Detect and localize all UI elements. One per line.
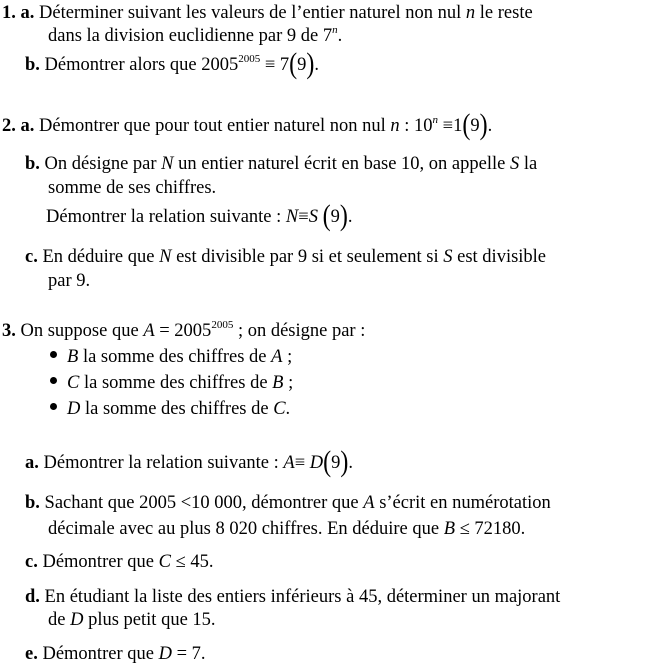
bullet-item <box>50 372 293 394</box>
var-N: N <box>161 154 174 174</box>
q2-a-label: a. <box>20 116 35 136</box>
q1-b-label: b. <box>25 55 40 75</box>
var-B: B <box>272 373 284 393</box>
congruence: ≡1 <box>438 116 463 136</box>
right-paren: ) <box>340 445 349 479</box>
var-D: D <box>158 644 172 664</box>
var-S: S <box>443 247 453 267</box>
q2-b-text-end: la <box>519 154 538 174</box>
q3-c-inequality: ≤ 45. <box>170 552 214 572</box>
q2-b-line2: somme de ses chiffres. <box>48 178 217 198</box>
q1-a-label: a. <box>20 3 35 23</box>
var-A: A <box>271 347 283 367</box>
q3-intro-text: On suppose que <box>20 321 144 341</box>
q3-b-label: b. <box>25 493 40 513</box>
modulus: 9 <box>297 55 307 75</box>
q2-c-text: En déduire que <box>42 247 160 267</box>
var-D: D <box>67 399 81 419</box>
q3-b-text: Sachant que 2005 <10 000, démontrer que <box>44 493 364 513</box>
q3-d-text: En étudiant la liste des entiers inférieurs à 45, déterminer un majorant <box>44 587 561 607</box>
bullet-end: . <box>285 399 291 419</box>
q3-d-label: d. <box>25 587 40 607</box>
q3-a-text: Démontrer la relation suivante : <box>43 453 284 473</box>
modulus: 9 <box>330 207 340 227</box>
q2-c-label: c. <box>25 247 38 267</box>
bullet-icon <box>50 377 57 384</box>
q3-e-equation: = 7. <box>171 644 206 664</box>
q3-b-inequality: ≤ 72180. <box>455 519 526 539</box>
q3-exponent: 2005 <box>211 319 234 331</box>
bullet-text: la somme des chiffres de <box>79 373 273 393</box>
right-paren: ) <box>339 199 348 233</box>
q3-equation: = 2005 <box>154 321 212 341</box>
var-N: N <box>285 207 299 227</box>
q2-b-relation-text: Démontrer la relation suivante : <box>46 207 286 227</box>
q3-b-line2 <box>48 518 525 540</box>
var-C: C <box>158 552 171 572</box>
bullet-item <box>50 346 292 368</box>
congruence: ≡ <box>298 207 309 227</box>
left-paren: ( <box>323 445 332 479</box>
q1-number: 1. <box>2 3 16 23</box>
bullet-item <box>50 398 290 420</box>
exponent-n: n <box>332 24 338 36</box>
var-S: S <box>509 154 520 174</box>
bullet-end: ; <box>283 373 294 393</box>
exponent-n: n <box>432 114 439 126</box>
q2-b-line1 <box>25 153 537 175</box>
bullet-text: la somme des chiffres de <box>78 347 272 367</box>
modulus: 9 <box>470 116 480 136</box>
var-C: C <box>273 399 286 419</box>
var-D: D <box>70 610 84 630</box>
q3-d-line2-text: de <box>48 610 71 630</box>
period: . <box>337 26 343 46</box>
q3-c-line <box>25 551 213 573</box>
q3-b-line2-text: décimale avec au plus 8 020 chiffres. En déduire que <box>48 519 444 539</box>
bullet-end: ; <box>282 347 293 367</box>
q2-a-line <box>2 108 493 142</box>
q1-b-line <box>25 47 320 81</box>
var-C: C <box>67 373 80 393</box>
q3-b-text-end: s’écrit en numérotation <box>374 493 551 513</box>
period: . <box>487 116 493 136</box>
q3-d-line1 <box>25 586 560 608</box>
q3-e-label: e. <box>25 644 38 664</box>
var-B: B <box>67 347 79 367</box>
left-paren: ( <box>462 108 471 142</box>
var-D: D <box>309 453 324 473</box>
q1-a-line1 <box>2 2 533 24</box>
q2-c-line1 <box>25 246 546 268</box>
q3-e-text: Démontrer que <box>42 644 159 664</box>
q3-e-line <box>25 643 206 665</box>
left-paren: ( <box>322 199 331 233</box>
var-S: S <box>308 207 318 227</box>
q2-b-label: b. <box>25 154 40 174</box>
congruence: ≡ <box>294 453 310 473</box>
left-paren: ( <box>289 47 298 81</box>
q3-intro <box>2 320 365 342</box>
q2-a-text: Démontrer que pour tout entier naturel non nul <box>39 116 391 136</box>
var-B: B <box>443 519 456 539</box>
modulus: 9 <box>331 453 341 473</box>
q3-c-text: Démontrer que <box>42 552 159 572</box>
var-n: n <box>390 116 400 136</box>
q2-c-line2: par 9. <box>48 271 91 291</box>
q1-a-line2 <box>48 25 342 47</box>
q3-number: 3. <box>2 321 16 341</box>
q3-a-line <box>25 445 354 479</box>
right-paren: ) <box>479 108 488 142</box>
q1-b-exponent: 2005 <box>238 53 261 65</box>
q2-b-text-mid: un entier naturel écrit en base 10, on appelle <box>173 154 510 174</box>
bullet-icon <box>50 351 57 358</box>
period: . <box>348 453 354 473</box>
q1-a-text: Déterminer suivant les valeurs de l’entier naturel non nul <box>39 3 466 23</box>
q1-b-congruence: ≡ 7 <box>260 55 290 75</box>
period: . <box>347 207 353 227</box>
q1-a-line2-text: dans la division euclidienne par 9 de 7 <box>48 26 333 46</box>
var-A: A <box>143 321 155 341</box>
q3-intro-end: ; on désigne par : <box>233 321 366 341</box>
q1-b-text: Démontrer alors que 2005 <box>44 55 239 75</box>
right-paren: ) <box>306 47 315 81</box>
q1-a-text-end: le reste <box>475 3 533 23</box>
q3-a-label: a. <box>25 453 39 473</box>
q3-d-line2 <box>48 609 216 631</box>
period: . <box>314 55 320 75</box>
var-n: n <box>465 3 476 23</box>
q3-c-label: c. <box>25 552 38 572</box>
q2-a-power: : 10 <box>399 116 433 136</box>
bullet-text: la somme des chiffres de <box>80 399 274 419</box>
bullet-icon <box>50 403 57 410</box>
q3-b-line1 <box>25 492 551 514</box>
q2-c-text-mid: est divisible par 9 si et seulement si <box>171 247 444 267</box>
q3-d-line2-end: plus petit que 15. <box>83 610 216 630</box>
q2-b-text: On désigne par <box>44 154 162 174</box>
var-A: A <box>283 453 295 473</box>
var-N: N <box>159 247 172 267</box>
q2-b-line3 <box>46 199 353 233</box>
var-A: A <box>363 493 375 513</box>
q2-c-text-end: est divisible <box>452 247 547 267</box>
q2-number: 2. <box>2 116 16 136</box>
